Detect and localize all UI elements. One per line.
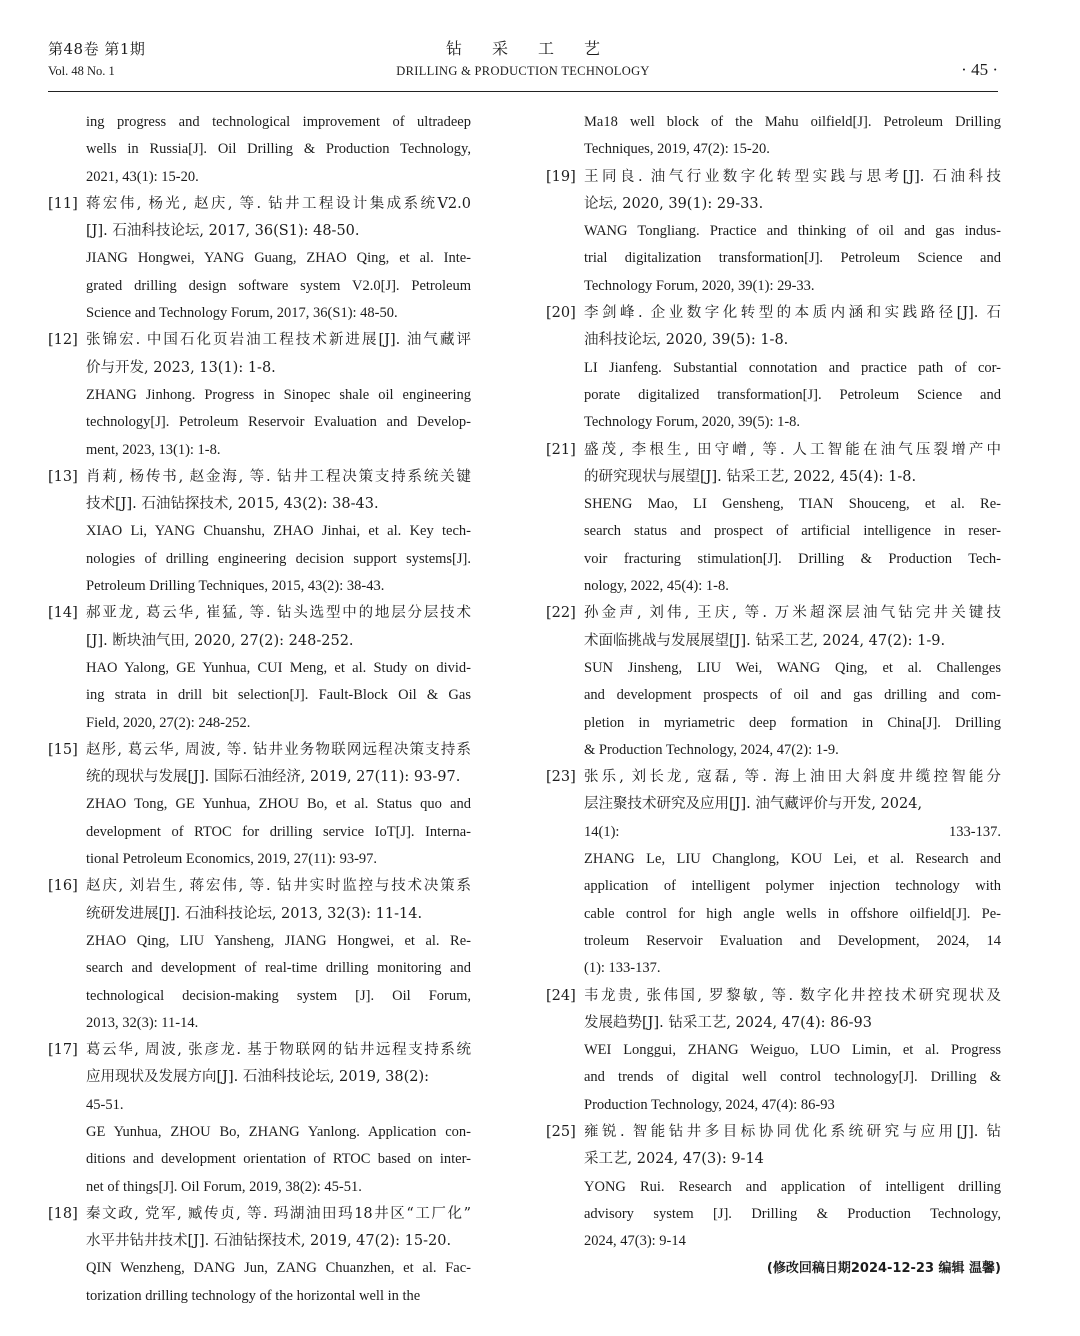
reference-line: search status and prospect of artificial intelligence in reser- — [584, 523, 1001, 540]
volume-cn: 第48卷 第1期 — [48, 40, 146, 58]
reference-number: [24] — [546, 987, 576, 1004]
reference-line: Petroleum Drilling Techniques, 2015, 43(2): 38-43. — [86, 578, 385, 595]
reference-line: ZHANG Jinhong. Progress in Sinopec shale oil engineering — [86, 386, 471, 403]
reference-line: [17] 葛云华, 周波, 张彦龙. 基于物联网的钻井远程支持系统 — [48, 1037, 471, 1064]
reference-entry — [48, 600, 471, 736]
reference-number: [17] — [48, 1042, 78, 1059]
reference-line: HAO Yalong, GE Yunhua, CUI Meng, et al. Study on divid- — [86, 659, 471, 676]
reference-entry — [546, 164, 1001, 300]
reference-line: [24] 韦龙贵, 张伟国, 罗黎敏, 等. 数字化井控技术研究现状及 — [546, 983, 1001, 1010]
reference-entry — [546, 600, 1001, 764]
reference-line: technological decision-making system [J]. Oil Forum, — [86, 987, 471, 1004]
reference-line: ZHANG Le, LIU Changlong, KOU Lei, et al. Research and — [584, 851, 1001, 868]
reference-line: [23] 张乐, 刘长龙, 寇磊, 等. 海上油田大斜度井缆控智能分 — [546, 764, 1001, 791]
reference-line: Production Technology, 2024, 47(4): 86-93 — [584, 1096, 835, 1113]
reference-line: advisory system [J]. Drilling & Production Technology, — [584, 1205, 1001, 1222]
reference-line: Technology Forum, 2020, 39(5): 1-8. — [584, 414, 801, 431]
reference-line: [11] 蒋宏伟, 杨光, 赵庆, 等. 钻井工程设计集成系统V2.0 — [48, 191, 471, 218]
reference-entry — [48, 191, 471, 327]
reference-line: technology[J]. Petroleum Reservoir Evaluation and Develop- — [86, 414, 471, 431]
reference-entry — [546, 437, 1001, 601]
reference-line: [J]. 断块油气田, 2020, 27(2): 248-252. — [86, 632, 354, 649]
reference-line: [22] 孙金声, 刘伟, 王庆, 等. 万米超深层油气钻完井关键技 — [546, 600, 1001, 627]
reference-number: [13] — [48, 468, 78, 485]
reference-line: wells in Russia[J]. Oil Drilling & Production Technology, — [86, 141, 471, 158]
reference-line: 论坛, 2020, 39(1): 29-33. — [584, 195, 764, 212]
journal-title — [48, 38, 998, 82]
reference-line: [16] 赵庆, 刘岩生, 蒋宏伟, 等. 钻井实时监控与技术决策系 — [48, 873, 471, 900]
reference-line: voir fracturing stimulation[J]. Drilling & Production Tech- — [584, 550, 1001, 567]
reference-line: 2024, 47(3): 9-14 — [584, 1233, 686, 1250]
reference-line: [19] 王同良. 油气行业数字化转型实践与思考[J]. 石油科技 — [546, 164, 1001, 191]
reference-line: and trends of digital well control technology[J]. Drilling & — [584, 1069, 1001, 1086]
reference-line: Science and Technology Forum, 2017, 36(S1): 48-50. — [86, 305, 398, 322]
reference-number: [25] — [546, 1123, 576, 1140]
left-column — [48, 109, 471, 1310]
reference-entry — [48, 327, 471, 463]
reference-line: ZHAO Qing, LIU Yansheng, JIANG Hongwei, et al. Re- — [86, 932, 471, 949]
reference-line: [21] 盛茂, 李根生, 田守嶒, 等. 人工智能在油气压裂增产中 — [546, 437, 1001, 464]
reference-line: 45-51. — [86, 1096, 124, 1113]
reference-line: & Production Technology, 2024, 47(2): 1-9. — [584, 741, 839, 758]
reference-entry — [48, 873, 471, 1037]
reference-line: [20] 李剑峰. 企业数字化转型的本质内涵和实践路径[J]. 石 — [546, 300, 1001, 327]
reference-line: grated drilling design software system V2.0[J]. Petroleum — [86, 277, 471, 294]
reference-line: net of things[J]. Oil Forum, 2019, 38(2): 45-51. — [86, 1178, 362, 1195]
reference-number: [14] — [48, 605, 78, 622]
reference-entry — [48, 464, 471, 600]
reference-line: 术面临挑战与发展展望[J]. 钻采工艺, 2024, 47(2): 1-9. — [584, 632, 946, 649]
reference-line: nologies of drilling engineering decision support systems[J]. — [86, 550, 471, 567]
reference-line: JIANG Hongwei, YANG Guang, ZHAO Qing, et al. Inte- — [86, 250, 471, 267]
reference-number: [11] — [48, 195, 78, 212]
reference-line: 的研究现状与展望[J]. 钻采工艺, 2022, 45(4): 1-8. — [584, 468, 917, 485]
reference-entry — [48, 109, 471, 191]
reference-line: GE Yunhua, ZHOU Bo, ZHANG Yanlong. Application con- — [86, 1123, 471, 1140]
reference-line: nology, 2022, 45(4): 1-8. — [584, 578, 729, 595]
reference-entry — [546, 109, 1001, 164]
reference-line: ment, 2023, 13(1): 1-8. — [86, 441, 221, 458]
reference-line: [15] 赵彤, 葛云华, 周波, 等. 钻井业务物联网远程决策支持系 — [48, 737, 471, 764]
reference-entry — [546, 300, 1001, 436]
reference-line: ing strata in drill bit selection[J]. Fault-Block Oil & Gas — [86, 687, 471, 704]
reference-line: 14(1): 133-137. — [584, 823, 1001, 840]
revision-note: (修改回稿日期2024-12-23 编辑 温馨) — [766, 1261, 1001, 1277]
reference-line: [J]. 石油科技论坛, 2017, 36(S1): 48-50. — [86, 223, 360, 240]
reference-number: [19] — [546, 168, 576, 185]
reference-line: development of RTOC for drilling service IoT[J]. Interna- — [86, 823, 471, 840]
reference-number: [23] — [546, 769, 576, 786]
reference-line: 发展趋势[J]. 钻采工艺, 2024, 47(4): 86-93 — [584, 1014, 872, 1031]
reference-line: application of intelligent polymer injection technology with — [584, 878, 1001, 895]
reference-line: 油科技论坛, 2020, 39(5): 1-8. — [584, 332, 789, 349]
reference-entry — [546, 764, 1001, 982]
header-rule — [48, 91, 998, 92]
reference-line: torization drilling technology of the horizontal well in the — [86, 1287, 421, 1304]
reference-line: and development prospects of oil and gas drilling and com- — [584, 687, 1001, 704]
reference-number: [16] — [48, 878, 78, 895]
reference-number: [12] — [48, 332, 78, 349]
reference-number: [20] — [546, 305, 576, 322]
reference-line: SHENG Mao, LI Gensheng, TIAN Shouceng, et al. Re- — [584, 496, 1001, 513]
reference-line: Technology Forum, 2020, 39(1): 29-33. — [584, 277, 815, 294]
reference-line: search and development of real-time drilling monitoring and — [86, 960, 471, 977]
reference-line: [12] 张锦宏. 中国石化页岩油工程技术新进展[J]. 油气藏评 — [48, 327, 471, 354]
reference-line: 采工艺, 2024, 47(3): 9-14 — [584, 1151, 764, 1168]
reference-line: Techniques, 2019, 47(2): 15-20. — [584, 141, 770, 158]
page-number: · 45 · — [961, 60, 998, 79]
right-column — [546, 109, 1001, 1282]
reference-line: 价与开发, 2023, 13(1): 1-8. — [86, 359, 276, 376]
reference-line: QIN Wenzheng, DANG Jun, ZANG Chuanzhen, et al. Fac- — [86, 1260, 471, 1277]
reference-line: tional Petroleum Economics, 2019, 27(11): 93-97. — [86, 851, 378, 868]
reference-line: WEI Longgui, ZHANG Weiguo, LUO Limin, et al. Progress — [584, 1042, 1001, 1059]
reference-line: [14] 郝亚龙, 葛云华, 崔猛, 等. 钻头选型中的地层分层技术 — [48, 600, 471, 627]
reference-line: WANG Tongliang. Practice and thinking of oil and gas indus- — [584, 223, 1001, 240]
reference-line: 水平井钻井技术[J]. 石油钻探技术, 2019, 47(2): 15-20. — [86, 1233, 452, 1250]
reference-line: [25] 雍锐. 智能钻井多目标协同优化系统研究与应用[J]. 钻 — [546, 1119, 1001, 1146]
volume-en: Vol. 48 No. 1 — [48, 64, 115, 78]
reference-line: Ma18 well block of the Mahu oilfield[J]. Petroleum Drilling — [584, 114, 1001, 130]
reference-number: [21] — [546, 441, 576, 458]
reference-line: [13] 肖莉, 杨传书, 赵金海, 等. 钻井工程决策支持系统关键 — [48, 464, 471, 491]
reference-entry — [546, 1119, 1001, 1255]
reference-line: cable control for high angle wells in offshore oilfield[J]. Pe- — [584, 905, 1001, 922]
reference-entry — [48, 1201, 471, 1310]
reference-line: 2013, 32(3): 11-14. — [86, 1014, 199, 1031]
reference-number: [15] — [48, 741, 78, 758]
reference-line: Field, 2020, 27(2): 248-252. — [86, 714, 251, 731]
reference-line: 应用现状及发展方向[J]. 石油科技论坛, 2019, 38(2): — [86, 1069, 430, 1086]
reference-line: SUN Jinsheng, LIU Wei, WANG Qing, et al. Challenges — [584, 659, 1001, 676]
reference-line: trial digitalization transformation[J]. Petroleum Science and — [584, 250, 1001, 267]
reference-entry — [546, 983, 1001, 1119]
reference-line: ditions and development orientation of RTOC based on inter- — [86, 1151, 471, 1168]
reference-line: ing progress and technological improvement of ultradeep — [86, 114, 471, 130]
reference-line: 层注聚技术研究及应用[J]. 油气藏评价与开发, 2024, — [584, 796, 923, 813]
reference-line: porate digitalized transformation[J]. Petroleum Science and — [584, 386, 1001, 403]
reference-line: LI Jianfeng. Substantial connotation and practice path of cor- — [584, 359, 1001, 376]
reference-line: XIAO Li, YANG Chuanshu, ZHAO Jinhai, et al. Key tech- — [86, 523, 471, 540]
reference-line: 2021, 43(1): 15-20. — [86, 168, 199, 185]
journal-title-en: DRILLING & PRODUCTION TECHNOLOGY — [396, 64, 650, 78]
reference-line: 统的现状与发展[J]. 国际石油经济, 2019, 27(11): 93-97. — [86, 769, 461, 786]
reference-line: [18] 秦文政, 党军, 臧传贞, 等. 玛湖油田玛18井区“工厂化” — [48, 1201, 471, 1228]
reference-entry — [48, 737, 471, 873]
reference-line: 技术[J]. 石油钻探技术, 2015, 43(2): 38-43. — [86, 496, 379, 513]
reference-line: (1): 133-137. — [584, 960, 661, 977]
reference-line: 统研发进展[J]. 石油科技论坛, 2013, 32(3): 11-14. — [86, 905, 423, 922]
reference-line: ZHAO Tong, GE Yunhua, ZHOU Bo, et al. Status quo and — [86, 796, 471, 813]
reference-line: pletion in myriametric deep formation in China[J]. Drilling — [584, 714, 1001, 731]
reference-entry — [48, 1037, 471, 1201]
reference-number: [22] — [546, 605, 576, 622]
reference-line: troleum Reservoir Evaluation and Development, 2024, 14 — [584, 932, 1001, 949]
running-header — [48, 38, 998, 92]
reference-line: YONG Rui. Research and application of intelligent drilling — [584, 1178, 1001, 1195]
reference-number: [18] — [48, 1205, 78, 1222]
journal-title-cn: 钻采工艺 — [445, 39, 630, 58]
